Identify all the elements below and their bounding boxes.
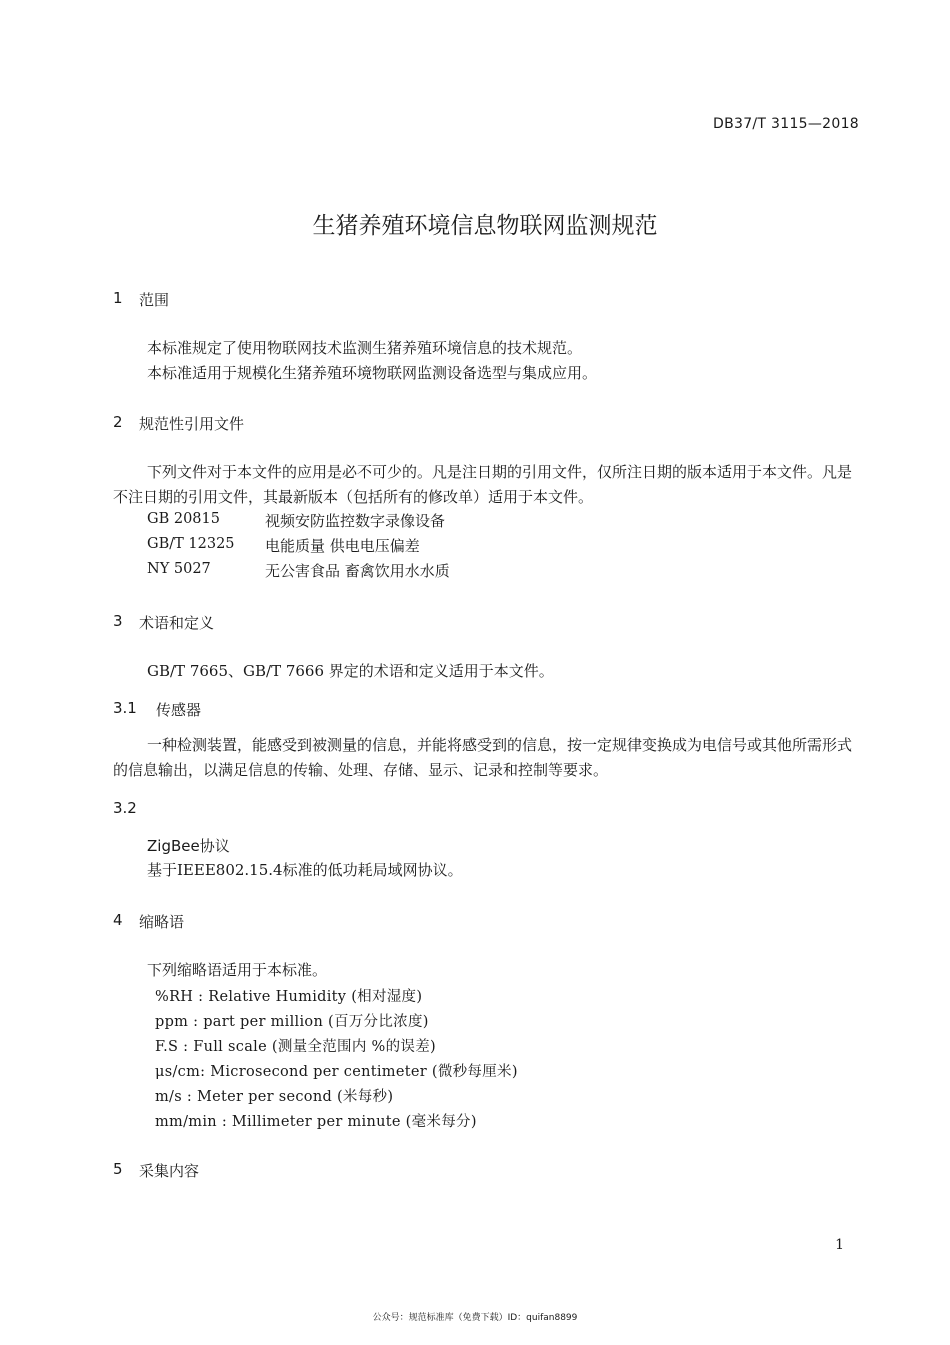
abbreviation-item: μs/cm: Microsecond per centimeter (微秒每厘米): [155, 1064, 518, 1080]
ref-name: 视频安防监控数字录像设备: [265, 512, 446, 530]
section-4-title: 缩略语: [139, 913, 185, 931]
section-3-title: 术语和定义: [139, 614, 215, 632]
section-3-1-definition: 一种检测装置，能感受到被测量的信息，并能将感受到的信息，按一定规律变换成为电信号或其他所需形式的信息输出，以满足信息的传输、处理、存储、显示、记录和控制等要求。: [113, 736, 853, 779]
section-2-title: 规范性引用文件: [139, 415, 245, 433]
page-title: 生猪养殖环境信息物联网监测规范: [312, 213, 658, 239]
abbreviation-item: F.S : Full scale (测量全范围内 %的误差): [155, 1039, 436, 1055]
section-1-para-2: 本标准适用于规模化生猪养殖环境物联网监测设备选型与集成应用。: [147, 364, 598, 382]
page-number: 1: [835, 1237, 844, 1253]
section-4-intro: 下列缩略语适用于本标准。: [147, 961, 328, 979]
section-3-2-term: ZigBee协议: [147, 837, 230, 855]
ref-name: 电能质量 供电电压偏差: [265, 537, 420, 555]
ref-code: GB/T 12325: [147, 536, 235, 552]
section-1-number: 1: [113, 289, 123, 307]
abbreviation-item: m/s : Meter per second (米每秒): [155, 1089, 394, 1105]
section-5-number: 5: [113, 1160, 123, 1178]
section-3-intro: GB/T 7665、GB/T 7666 界定的术语和定义适用于本文件。: [147, 662, 554, 680]
section-5-title: 采集内容: [139, 1162, 200, 1180]
section-3-number: 3: [113, 612, 123, 630]
section-1-title: 范围: [139, 291, 170, 309]
section-3-1-term: 传感器: [156, 701, 202, 719]
standard-code: DB37/T 3115—2018: [713, 116, 859, 132]
ref-name: 无公害食品 畜禽饮用水水质: [265, 562, 450, 580]
section-3-2-definition: 基于IEEE802.15.4标准的低功耗局域网协议。: [147, 861, 463, 879]
abbreviation-item: %RH : Relative Humidity (相对湿度): [155, 989, 423, 1005]
section-2-number: 2: [113, 413, 123, 431]
section-3-2-number: 3.2: [113, 799, 137, 817]
section-2-intro: 下列文件对于本文件的应用是必不可少的。凡是注日期的引用文件，仅所注日期的版本适用于本文件。凡是不注日期的引用文件，其最新版本（包括所有的修改单）适用于本文件。: [113, 463, 853, 506]
section-3-1-number: 3.1: [113, 699, 137, 717]
ref-code: NY 5027: [147, 561, 211, 577]
abbreviation-item: mm/min : Millimeter per minute (毫米每分): [155, 1114, 477, 1130]
footer-note: 公众号：规范标准库（免费下载）ID：quifan8899: [372, 1313, 578, 1323]
abbreviation-item: ppm : part per million (百万分比浓度): [155, 1014, 429, 1030]
section-4-number: 4: [113, 911, 123, 929]
ref-code: GB 20815: [147, 511, 220, 527]
section-1-para-1: 本标准规定了使用物联网技术监测生猪养殖环境信息的技术规范。: [147, 339, 583, 357]
